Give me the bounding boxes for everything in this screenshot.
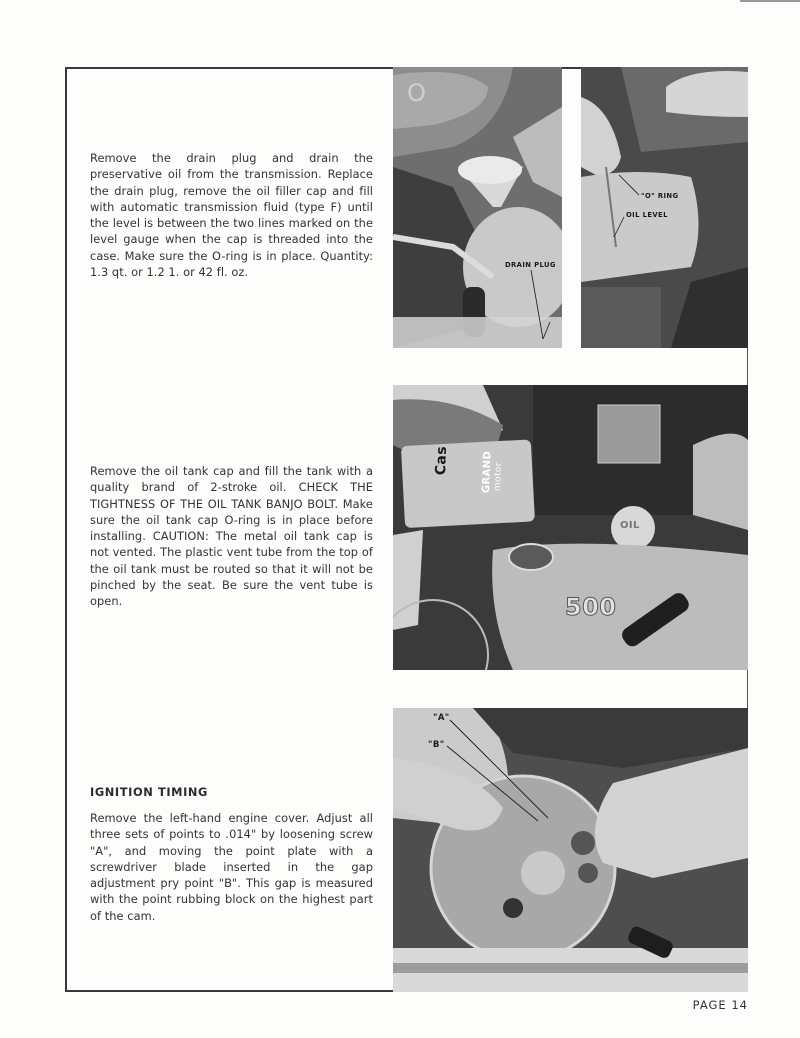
scan-edge-mark (740, 0, 800, 2)
transmission-oil-text: Remove the drain plug and drain the preservative oil from the transmission. Replace the drain plug, remove the oil filler cap and fill with automatic transmission fluid (type F) until the level is between the two lines marked on the level gauge when the cap is threaded into the case. Make sure the O-ring is in place. Quantity: 1.3 qt. or 1.2 1. or 42 fl. oz. (90, 151, 373, 280)
ignition-timing-heading: IGNITION TIMING (90, 785, 209, 799)
photo-oil-tank-fill (393, 385, 748, 670)
tank-cap-text: OIL (620, 520, 640, 531)
point-a-label: "A" (433, 713, 450, 723)
can-subtitle-text: motor (493, 462, 505, 492)
o-ring-label: "O" RING (641, 192, 679, 200)
point-b-label: "B" (428, 740, 445, 750)
can-product-text: GRAND (481, 450, 494, 494)
page-number: PAGE 14 (692, 998, 748, 1012)
oil-level-label: OIL LEVEL (626, 211, 668, 219)
oil-tank-photo-illustration (393, 385, 748, 670)
oil-tank-text: Remove the oil tank cap and fill the tank with a quality brand of 2-stroke oil. CHECK THE TIGHTNESS OF THE OIL TANK BANJO BOLT. Make sure the oil tank cap O-ring is in place before installing. CAUTION: The metal oil tank cap is not vented. The plastic vent tube from the top of the oil tank must be routed so that it will not be pinched by the seat. Be sure the vent tube is open. (90, 464, 373, 609)
can-brand-text: Cas (433, 445, 451, 476)
tank-500-badge: 500 (565, 593, 617, 621)
ignition-timing-text: Remove the left-hand engine cover. Adjust all three sets of points to .014" by loosening screw "A", and moving the point plate with a screwdriver blade inserted in the gap adjustment pry point "B". This gap is measured with the point rubbing block on the highest part of the cam. (90, 811, 373, 923)
photo-oil-level-gauge (581, 67, 748, 348)
photo-ignition-points (393, 708, 748, 992)
photo-transmission-funnel (393, 67, 562, 348)
ignition-leader-lines (393, 708, 748, 992)
gauge-leader-lines (581, 67, 748, 348)
drain-plug-leader-line (393, 67, 562, 348)
drain-plug-label: DRAIN PLUG (505, 261, 556, 269)
tank-badge-text: O (407, 79, 427, 107)
